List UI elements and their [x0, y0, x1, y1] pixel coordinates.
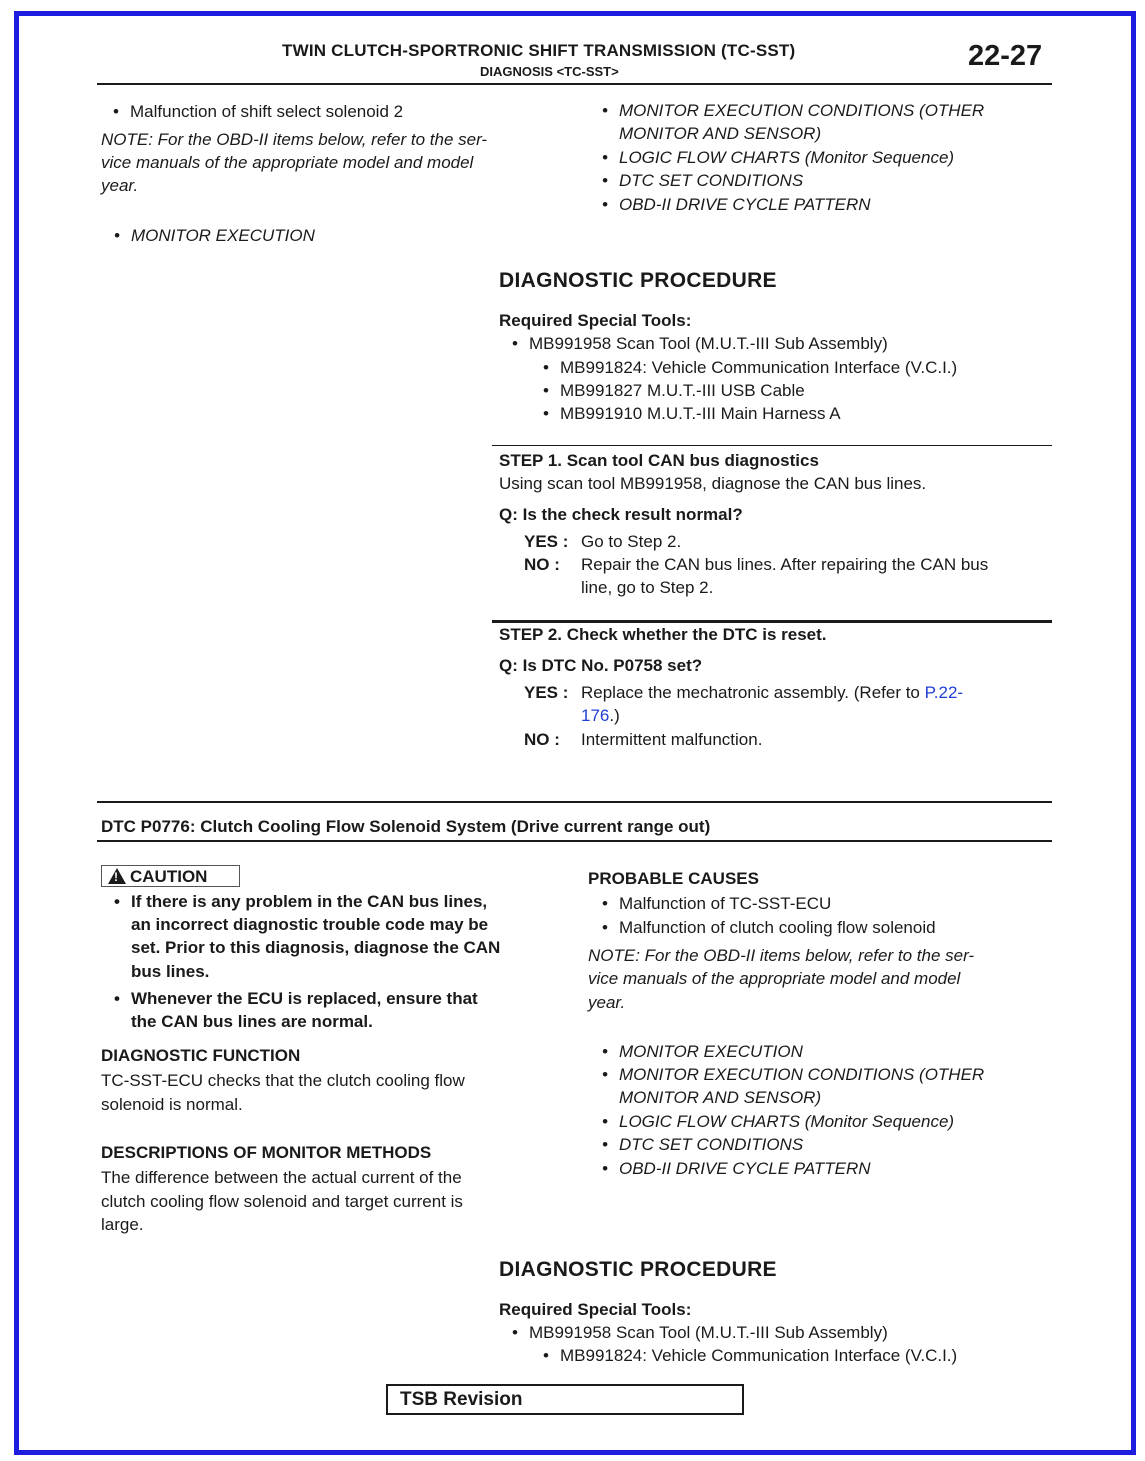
note-line: NOTE: For the OBD-II items below, refer to the ser-: [101, 130, 488, 149]
no-label: NO :: [524, 730, 560, 749]
obd-item: • LOGIC FLOW CHARTS (Monitor Sequence): [619, 146, 954, 170]
dtc-rule-top: [97, 801, 1052, 803]
page-number: 22-27: [968, 40, 1043, 72]
page-reference-link[interactable]: 176: [581, 706, 610, 725]
no-text: Intermittent malfunction.: [581, 730, 763, 749]
caution-item-continued: bus lines.: [131, 962, 210, 981]
obd-item: • MONITOR EXECUTION CONDITIONS (OTHER: [619, 99, 984, 123]
caution-item-continued: set. Prior to this diagnosis, diagnose the CAN: [131, 938, 501, 957]
step-rule: [492, 445, 1052, 446]
note-line: vice manuals of the appropriate model and model: [101, 153, 474, 172]
cause-item: • Malfunction of TC-SST-ECU: [619, 892, 831, 916]
caution-box: [101, 865, 240, 887]
procedure-heading: DIAGNOSTIC PROCEDURE: [499, 269, 777, 292]
probable-causes-heading: PROBABLE CAUSES: [588, 869, 759, 888]
no-label: NO :: [524, 555, 560, 574]
yes-text-part: Replace the mechatronic assembly. (Refer to: [581, 683, 925, 702]
header-rule: [97, 83, 1052, 85]
yes-text: [581, 681, 963, 705]
page-reference-link[interactable]: P.22-: [924, 683, 964, 702]
caution-item: • If there is any problem in the CAN bus lines,: [131, 890, 487, 914]
step-title: STEP 2. Check whether the DTC is reset.: [499, 625, 827, 644]
tools-label: Required Special Tools:: [499, 311, 692, 330]
dtc-rule-bottom: [97, 840, 1052, 842]
monitor-methods-text: large.: [101, 1215, 144, 1234]
yes-text: [581, 704, 620, 728]
cause-item: • Malfunction of clutch cooling flow solenoid: [619, 916, 936, 940]
section-title: TWIN CLUTCH-SPORTRONIC SHIFT TRANSMISSION (TC-SST): [282, 41, 796, 60]
obd-item: • MONITOR EXECUTION CONDITIONS (OTHER: [619, 1063, 984, 1087]
obd-item: • OBD-II DRIVE CYCLE PATTERN: [619, 1157, 871, 1181]
no-text: line, go to Step 2.: [581, 578, 714, 597]
warning-icon: [108, 868, 126, 884]
obd-item-continued: MONITOR AND SENSOR): [619, 1088, 822, 1107]
no-text: Repair the CAN bus lines. After repairing the CAN bus: [581, 555, 989, 574]
tool-item: • MB991958 Scan Tool (M.U.T.-III Sub Assembly): [529, 332, 888, 356]
bullet-item: • Malfunction of shift select solenoid 2: [130, 100, 403, 124]
caution-item-continued: an incorrect diagnostic trouble code may be: [131, 915, 489, 934]
diagnostic-function-text: TC-SST-ECU checks that the clutch cooling flow: [101, 1071, 465, 1090]
procedure-heading: DIAGNOSTIC PROCEDURE: [499, 1258, 777, 1281]
section-subtitle: DIAGNOSIS <TC-SST>: [480, 64, 619, 79]
caution-item: • Whenever the ECU is replaced, ensure that: [131, 987, 478, 1011]
yes-label: YES :: [524, 532, 569, 551]
diagnostic-function-text: solenoid is normal.: [101, 1095, 243, 1114]
tsb-revision-box: TSB Revision: [386, 1384, 744, 1415]
step-question: Q: Is DTC No. P0758 set?: [499, 656, 703, 675]
tool-sub-item: • MB991824: Vehicle Communication Interface (V.C.I.): [560, 356, 957, 380]
tools-label: Required Special Tools:: [499, 1300, 692, 1319]
monitor-methods-heading: DESCRIPTIONS OF MONITOR METHODS: [101, 1143, 432, 1162]
tool-sub-item: • MB991827 M.U.T.-III USB Cable: [560, 379, 805, 403]
caution-label: CAUTION: [130, 867, 208, 886]
obd-item: • MONITOR EXECUTION: [131, 224, 315, 248]
note-line: year.: [101, 176, 139, 195]
obd-item-continued: MONITOR AND SENSOR): [619, 124, 822, 143]
note-line: year.: [588, 993, 626, 1012]
obd-item: • LOGIC FLOW CHARTS (Monitor Sequence): [619, 1110, 954, 1134]
tool-item: • MB991958 Scan Tool (M.U.T.-III Sub Assembly): [529, 1321, 888, 1345]
tool-sub-item: • MB991910 M.U.T.-III Main Harness A: [560, 402, 841, 426]
obd-item: • MONITOR EXECUTION: [619, 1040, 803, 1064]
caution-item-continued: the CAN bus lines are normal.: [131, 1012, 373, 1031]
step-text: Using scan tool MB991958, diagnose the CAN bus lines.: [499, 474, 927, 493]
obd-item: • OBD-II DRIVE CYCLE PATTERN: [619, 193, 871, 217]
obd-item: • DTC SET CONDITIONS: [619, 169, 803, 193]
tool-sub-item: • MB991824: Vehicle Communication Interface (V.C.I.): [560, 1344, 957, 1368]
obd-item: • DTC SET CONDITIONS: [619, 1133, 803, 1157]
step-question: Q: Is the check result normal?: [499, 505, 743, 524]
step-title: STEP 1. Scan tool CAN bus diagnostics: [499, 451, 819, 470]
yes-label: YES :: [524, 683, 569, 702]
note-line: vice manuals of the appropriate model and model: [588, 969, 961, 988]
dtc-title: DTC P0776: Clutch Cooling Flow Solenoid System (Drive current range out): [101, 817, 711, 836]
diagnostic-function-heading: DIAGNOSTIC FUNCTION: [101, 1046, 301, 1065]
monitor-methods-text: clutch cooling flow solenoid and target current is: [101, 1192, 463, 1211]
note-line: NOTE: For the OBD-II items below, refer to the ser-: [588, 946, 975, 965]
yes-text-part: .): [609, 706, 620, 725]
yes-text: Go to Step 2.: [581, 532, 682, 551]
monitor-methods-text: The difference between the actual current of the: [101, 1168, 462, 1187]
